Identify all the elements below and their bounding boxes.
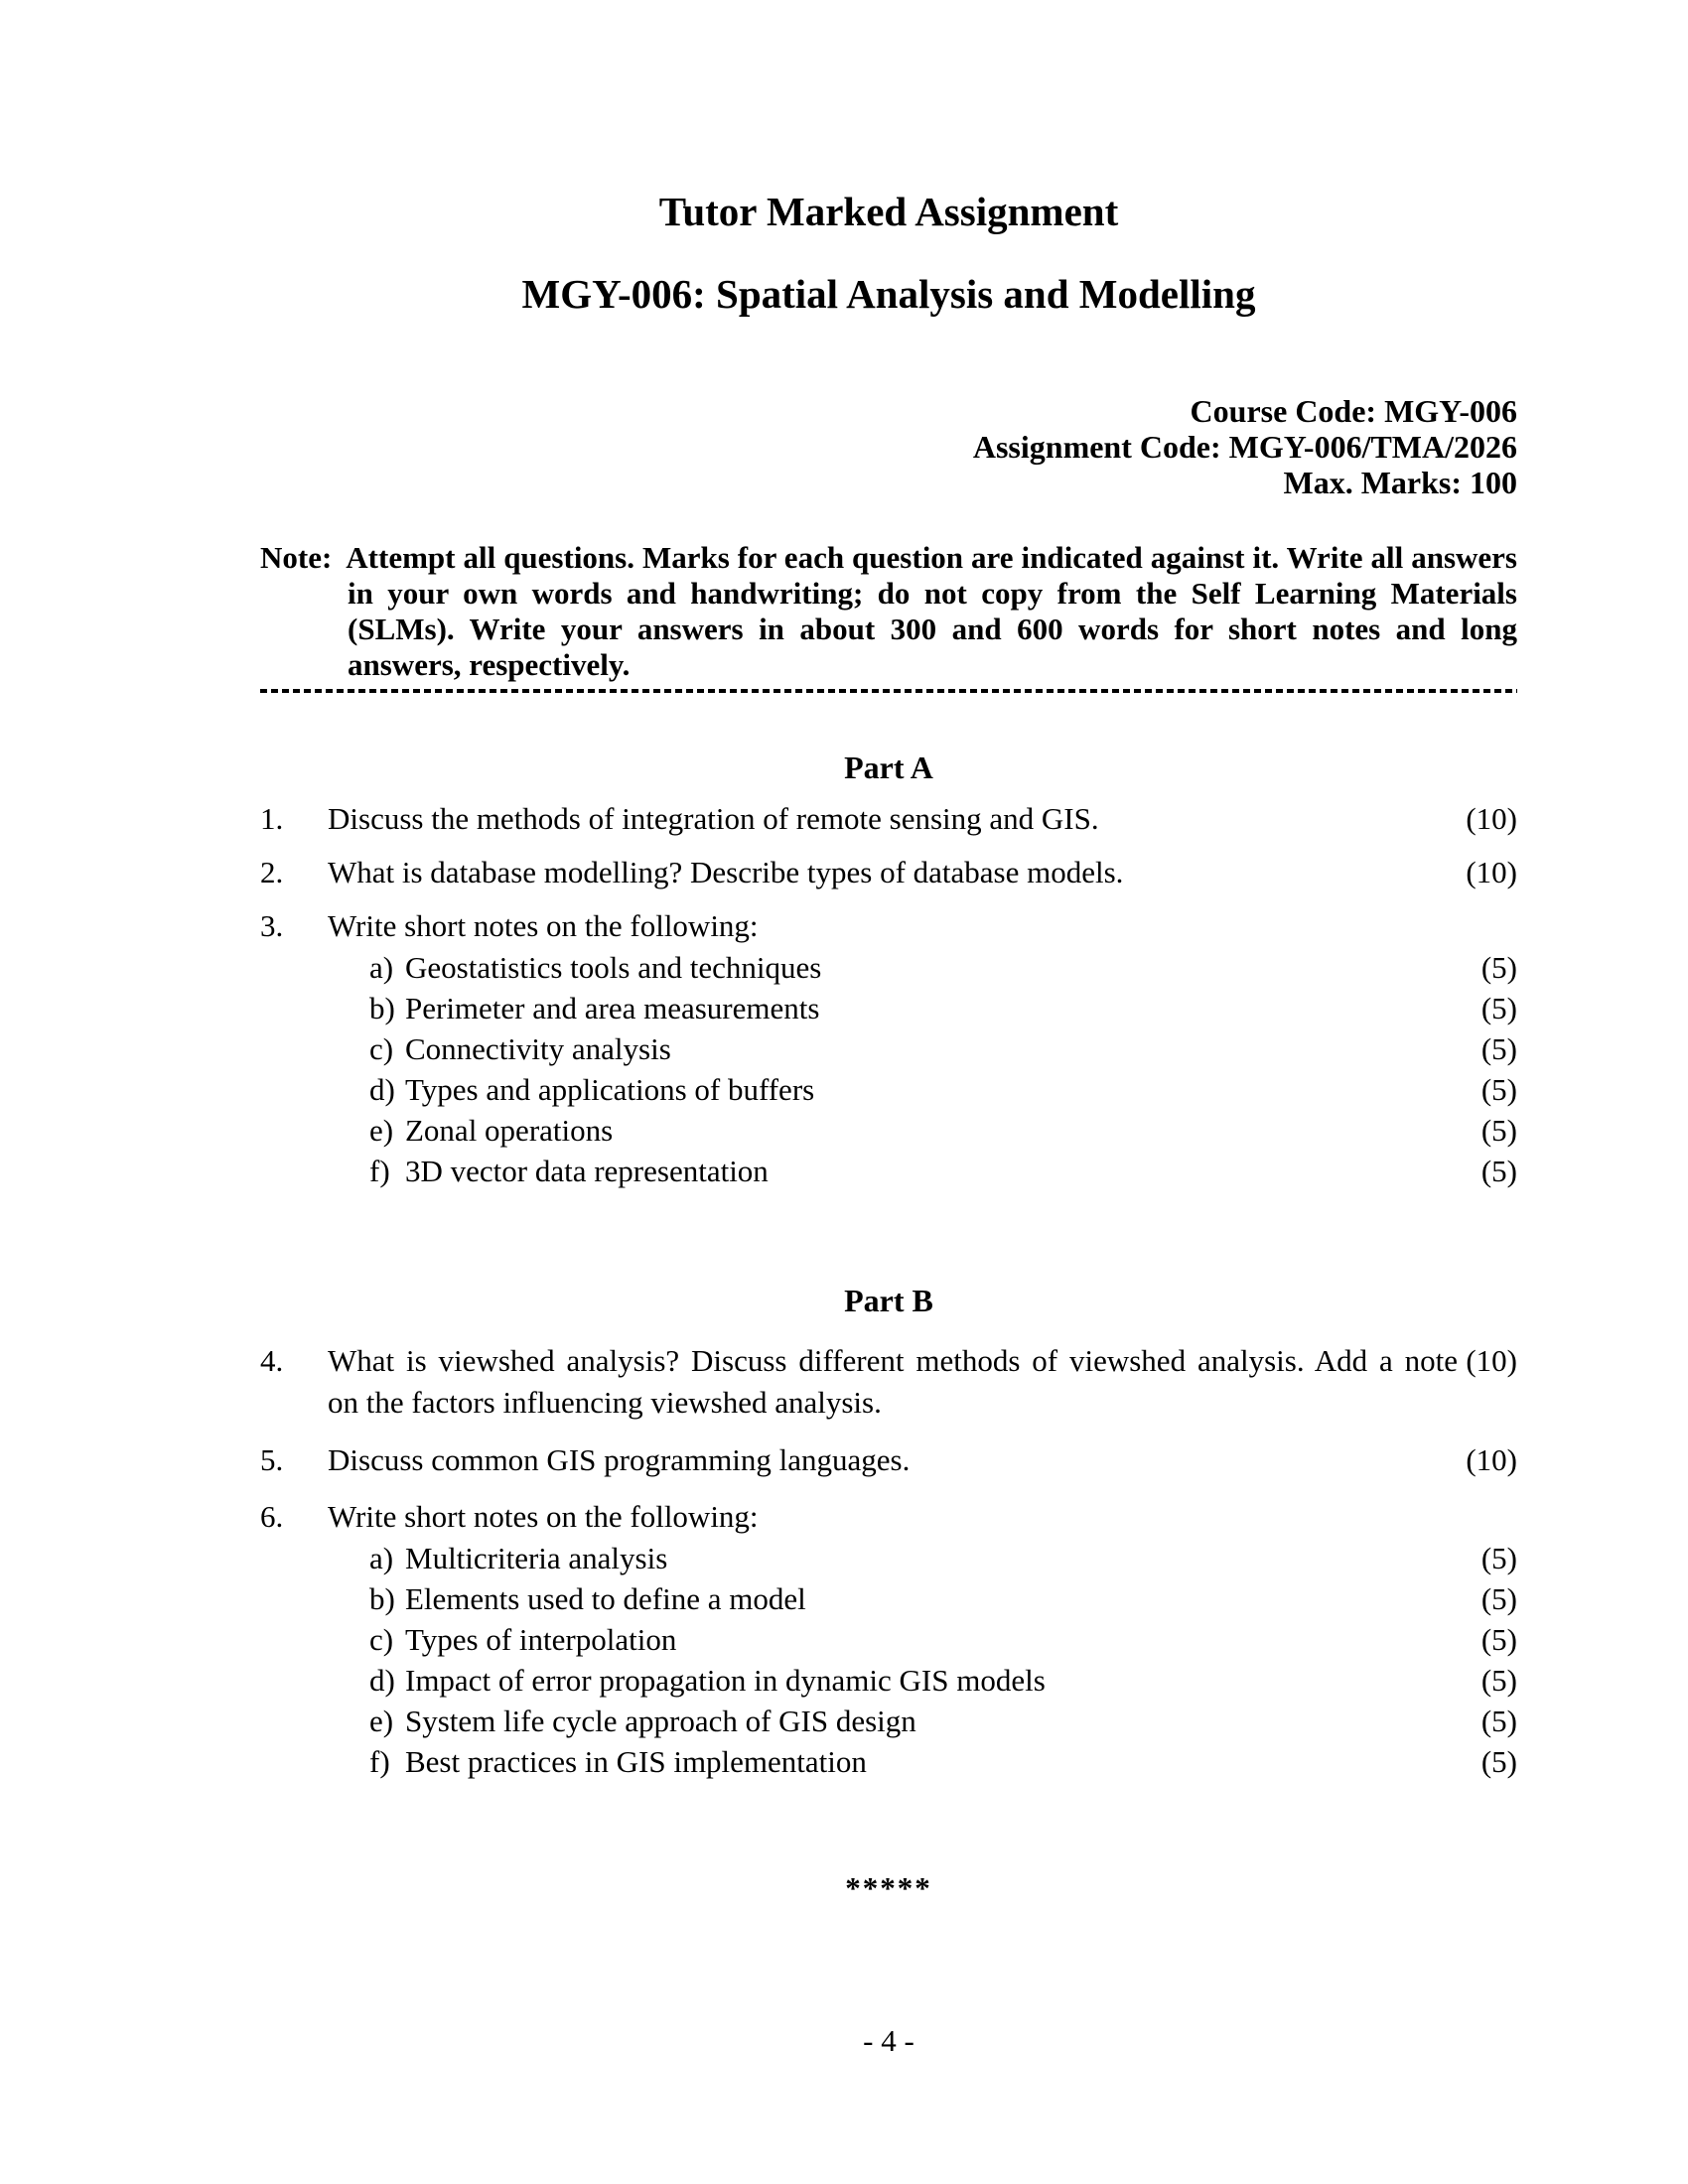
- subitem-letter: d): [369, 1072, 395, 1107]
- subitem-row-6c: [369, 1619, 1517, 1660]
- question-number: 1.: [260, 801, 284, 836]
- subitem-letter: e): [369, 1704, 394, 1738]
- subitem-row-6a: [369, 1538, 1517, 1578]
- course-meta-block: [260, 393, 1517, 500]
- question-row-5: [260, 1439, 1517, 1481]
- question-marks: (10): [1466, 855, 1517, 889]
- subitem-text: Elements used to define a model: [405, 1581, 806, 1616]
- question-marks: (10): [1466, 1343, 1517, 1378]
- subitem-marks: (5): [1480, 1581, 1517, 1616]
- question-row-1: [260, 798, 1517, 840]
- note-text: Attempt all questions. Marks for each question are indicated against it. Write all answers in your own words and handwriting; do not copy from the Self Learning Materials (SLMs). Write your answers in about 300 and 600 words for short notes and long answers, respectively.: [346, 540, 1517, 682]
- question-row-3: [260, 905, 1517, 947]
- subitem-row-3e: [369, 1110, 1517, 1151]
- subitem-row-6b: [369, 1578, 1517, 1619]
- end-of-paper-mark: *****: [845, 1870, 932, 1905]
- subitem-letter: a): [369, 1541, 394, 1575]
- subitem-row-6f: [369, 1741, 1517, 1782]
- question-text: Discuss the methods of integration of remote sensing and GIS.: [328, 801, 1099, 836]
- question-number: 3.: [260, 908, 284, 943]
- question-text: [328, 1340, 1458, 1424]
- subitem-marks: (5): [1480, 1541, 1517, 1575]
- subitem-letter: f): [369, 1744, 390, 1779]
- dashed-divider: [260, 689, 1517, 693]
- subitem-row-3b: [369, 988, 1517, 1028]
- page-title: Tutor Marked Assignment: [658, 189, 1119, 234]
- subitem-text: 3D vector data representation: [405, 1154, 769, 1188]
- subitem-letter: b): [369, 1581, 395, 1616]
- subitem-text: Multicriteria analysis: [405, 1541, 668, 1575]
- question-text: Discuss common GIS programming languages.: [328, 1442, 911, 1477]
- subitem-marks: (5): [1480, 991, 1517, 1025]
- subitem-marks: (5): [1480, 1663, 1517, 1698]
- subitem-letter: c): [369, 1031, 394, 1066]
- part-b-heading: Part B: [844, 1283, 933, 1318]
- subitem-marks: (5): [1480, 1072, 1517, 1107]
- question-number: 4.: [260, 1343, 284, 1378]
- subitem-row-6d: [369, 1660, 1517, 1701]
- question-marks: (10): [1466, 1442, 1517, 1477]
- subitem-row-3d: [369, 1069, 1517, 1110]
- page-number: - 4 -: [863, 2023, 914, 2058]
- note-paragraph: [260, 540, 1517, 683]
- subitem-text: Perimeter and area measurements: [405, 991, 820, 1025]
- subitem-text: Zonal operations: [405, 1113, 614, 1148]
- subitem-text: Best practices in GIS implementation: [405, 1744, 867, 1779]
- subitem-marks: (5): [1480, 950, 1517, 985]
- subitem-text: Types and applications of buffers: [405, 1072, 815, 1107]
- question-text-line-2: on the factors influencing viewshed analysis.: [328, 1385, 882, 1420]
- subitem-text: Connectivity analysis: [405, 1031, 671, 1066]
- question-row-6: [260, 1496, 1517, 1538]
- question-row-2: [260, 852, 1517, 893]
- subitem-letter: a): [369, 950, 394, 985]
- question-number: 6.: [260, 1499, 284, 1534]
- question-text: Write short notes on the following:: [328, 1499, 759, 1534]
- subitem-marks: (5): [1480, 1744, 1517, 1779]
- subitem-text: Impact of error propagation in dynamic GIS models: [405, 1663, 1046, 1698]
- subitem-row-3c: [369, 1028, 1517, 1069]
- subitem-text: Geostatistics tools and techniques: [405, 950, 822, 985]
- question-text: What is database modelling? Describe types of database models.: [328, 855, 1124, 889]
- subitem-marks: (5): [1480, 1622, 1517, 1657]
- max-marks: Max. Marks: 100: [1283, 465, 1517, 500]
- subitem-row-3a: [369, 947, 1517, 988]
- subitem-marks: (5): [1480, 1704, 1517, 1738]
- subitem-marks: (5): [1480, 1113, 1517, 1148]
- subitem-letter: d): [369, 1663, 395, 1698]
- subitem-letter: c): [369, 1622, 394, 1657]
- course-code: Course Code: MGY-006: [1190, 393, 1517, 429]
- subitem-letter: b): [369, 991, 395, 1025]
- question-text: Write short notes on the following:: [328, 908, 759, 943]
- question-text-line-1: What is viewshed analysis? Discuss different methods of viewshed analysis. Add a note: [328, 1343, 1458, 1378]
- subitem-text: System life cycle approach of GIS design: [405, 1704, 916, 1738]
- question-row-4: [260, 1340, 1517, 1424]
- question-marks: (10): [1466, 801, 1517, 836]
- subitem-text: Types of interpolation: [405, 1622, 677, 1657]
- assignment-code: Assignment Code: MGY-006/TMA/2026: [972, 429, 1517, 465]
- subitem-marks: (5): [1480, 1154, 1517, 1188]
- subitem-row-3f: [369, 1151, 1517, 1191]
- note-label: Note:: [260, 540, 333, 575]
- subitem-letter: e): [369, 1113, 394, 1148]
- subitem-marks: (5): [1480, 1031, 1517, 1066]
- subitem-letter: f): [369, 1154, 390, 1188]
- part-a-heading: Part A: [844, 750, 933, 785]
- question-number: 2.: [260, 855, 284, 889]
- question-number: 5.: [260, 1442, 284, 1477]
- course-subtitle: MGY-006: Spatial Analysis and Modelling: [521, 271, 1256, 317]
- subitem-row-6e: [369, 1701, 1517, 1741]
